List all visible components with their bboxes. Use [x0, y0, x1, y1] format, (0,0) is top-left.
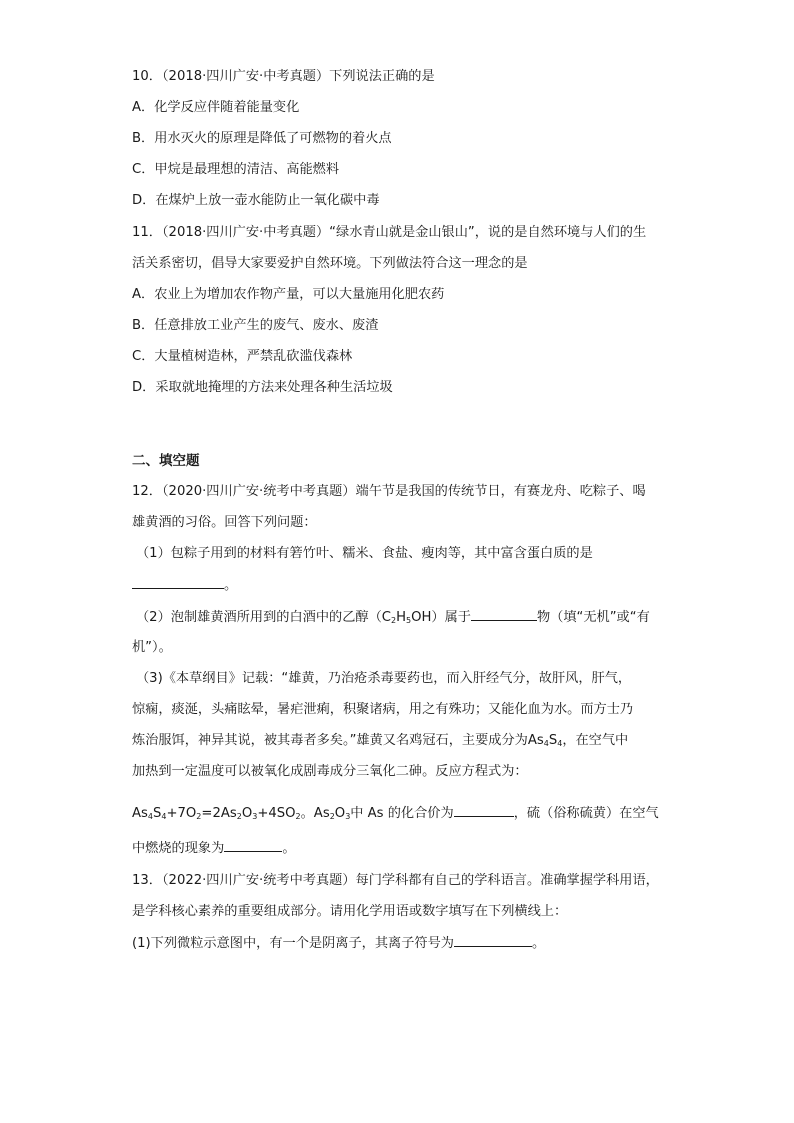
- q12-part3-line3-sub2: 4: [557, 739, 563, 748]
- q12-part2-line1: [136, 608, 676, 627]
- eq-text-e: O: [241, 806, 253, 821]
- q12-part2-line2: 机”）。: [132, 640, 172, 655]
- q10-option-b[interactable]: B．用水灭火的原理是降低了可燃物的着火点: [132, 131, 392, 146]
- q10-option-c[interactable]: C．甲烷是最理想的清洁、高能燃料: [132, 162, 340, 177]
- eq-text-b: S: [153, 806, 162, 821]
- q12-stem-line1: 12．（2020·四川广安·统考中考真题）端午节是我国的传统节日，有赛龙舟、吃粽子、喝: [132, 484, 646, 499]
- q12-part3-phenomenon-blank[interactable]: [224, 839, 282, 852]
- q10-stem: 10．（2018·四川广安·中考真题）下列说法正确的是: [132, 69, 435, 84]
- section-title: 二、填空题: [132, 453, 200, 469]
- q12-part2-text-c: OH）属于: [411, 610, 471, 625]
- eq-text-h: O: [334, 806, 346, 821]
- eq-text-j: ，硫（俗称硫黄）在空气: [513, 806, 659, 821]
- eq-text-d: =2As: [201, 806, 237, 821]
- q12-part3-valence-blank[interactable]: [454, 804, 514, 817]
- q12-part3-line3-sub1: 4: [543, 739, 549, 748]
- q12-part2-text-b: H: [396, 610, 406, 625]
- q12-part2-sub2: 5: [406, 616, 412, 625]
- eq-sub-7: 2: [329, 812, 335, 821]
- eq-sub-6: 2: [295, 812, 301, 821]
- q12-part3-line4: 加热到一定温度可以被氧化成剧毒成分三氧化二砷。反应方程式为：: [132, 764, 528, 779]
- q10-option-d[interactable]: D．在煤炉上放一壶水能防止一氧化碳中毒: [132, 193, 380, 208]
- eq-sub-1: 4: [147, 812, 153, 821]
- eq-sub-2: 4: [161, 812, 167, 821]
- q12-part3-line6-end: 。: [282, 841, 296, 856]
- q12-part3-line3-text-c: ，在空气中: [562, 733, 629, 748]
- q12-part3-line1: （3)《本草纲目》记载：“雄黄，乃治疮杀毒要药也，而入肝经气分，故肝风，肝气，: [136, 671, 632, 686]
- q12-part2-text-d: 物（填“无机”或“有: [536, 610, 650, 625]
- q12-part1-line2: [132, 576, 672, 595]
- eq-text-f: +4SO: [257, 806, 296, 821]
- eq-text-c: +7O: [166, 806, 197, 821]
- q12-part3-line3: [132, 732, 672, 750]
- q12-part3-line3-text-b: S: [548, 733, 558, 748]
- q12-part1-end: 。: [224, 578, 238, 593]
- q12-part2-text-a: （2）泡制雄黄酒所用到的白酒中的乙醇（C: [136, 610, 391, 625]
- q12-part3-equation-line: [132, 804, 672, 823]
- q12-part3-line3-text: 炼治服饵，神异其说，被其毒者多矣。”雄黄又名鸡冠石，主要成分为As: [132, 733, 544, 748]
- q11-stem-line1: 11．（2018·四川广安·中考真题）“绿水青山就是金山银山”，说的是自然环境与人们的生: [132, 225, 647, 240]
- q13-part1-line: [132, 934, 672, 953]
- q11-option-a[interactable]: A．农业上为增加农作物产量，可以大量施用化肥农药: [132, 287, 445, 302]
- q13-part1-answer-blank[interactable]: [454, 934, 532, 947]
- eq-text-i: 中 As 的化合价为: [350, 806, 454, 821]
- q13-stem-line1: 13．（2022·四川广安·统考中考真题）每门学科都有自己的学科语言。准确掌握学科用语，: [132, 873, 659, 888]
- q13-part1-end: 。: [532, 936, 546, 951]
- q12-part1-answer-blank[interactable]: [132, 576, 224, 589]
- q10-option-a[interactable]: A．化学反应伴随着能量变化: [132, 100, 300, 115]
- eq-sub-4: 2: [236, 812, 242, 821]
- eq-sub-3: 2: [196, 812, 202, 821]
- q12-part1-line1: （1）包粽子用到的材料有箬竹叶、糯米、食盐、瘦肉等，其中富含蛋白质的是: [136, 546, 593, 561]
- q12-part2-sub1: 2: [390, 616, 397, 625]
- q11-stem-line2: 活关系密切，倡导大家要爱护自然环境。下列做法符合这一理念的是: [132, 256, 528, 271]
- q12-part2-answer-blank[interactable]: [471, 608, 537, 621]
- eq-text-a: As: [132, 806, 148, 821]
- q12-part3-line6: [132, 839, 672, 858]
- q12-part3-line2: 惊痫，痰涎，头痛眩晕，暑疟泄痢，积聚诸病，用之有殊功；又能化血为水。而方士乃: [132, 702, 634, 717]
- q12-stem-line2: 雄黄酒的习俗。回答下列问题：: [132, 515, 317, 530]
- eq-sub-8: 3: [345, 812, 351, 821]
- q11-option-b[interactable]: B．任意排放工业产生的废气、废水、废渣: [132, 318, 379, 333]
- q13-stem-line2: 是学科核心素养的重要组成部分。请用化学用语或数字填写在下列横线上：: [132, 904, 568, 919]
- q11-option-d[interactable]: D．采取就地掩埋的方法来处理各种生活垃圾: [132, 380, 393, 395]
- q13-part1-text: (1)下列微粒示意图中，有一个是阴离子，其离子符号为: [132, 936, 454, 951]
- eq-sub-5: 3: [252, 812, 258, 821]
- q11-option-c[interactable]: C．大量植树造林，严禁乱砍滥伐森林: [132, 349, 353, 364]
- q12-part3-line6-text: 中燃烧的现象为: [132, 841, 225, 856]
- eq-text-g: 。As: [300, 806, 330, 821]
